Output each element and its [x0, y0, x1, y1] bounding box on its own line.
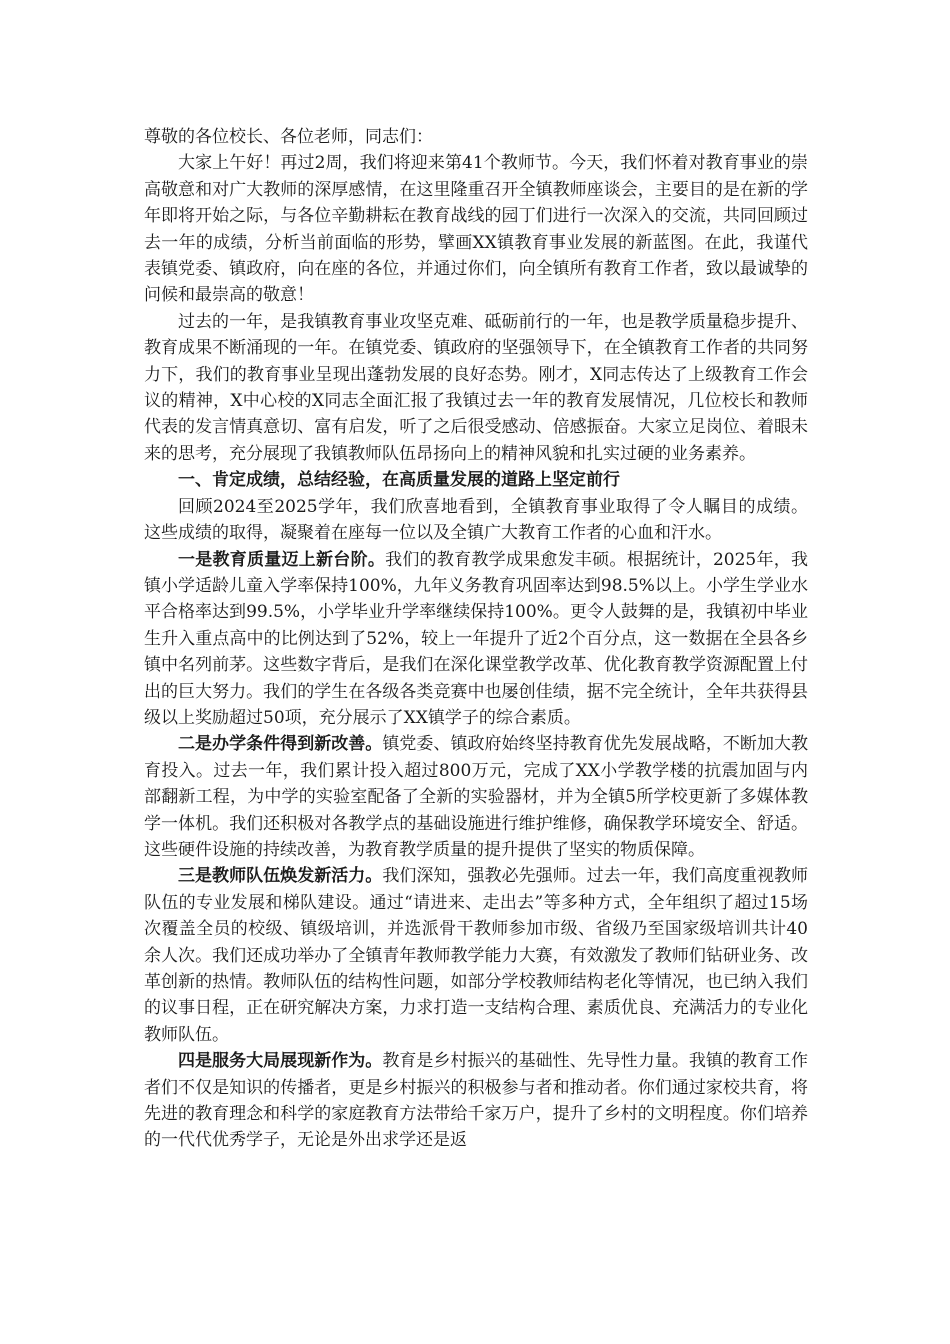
paragraph-review: 过去的一年，是我镇教育事业攻坚克难、砥砺前行的一年，也是教学质量稳步提升、教育成果不断涌现的一年。在镇党委、镇政府的坚强领导下，在全镇教育工作者的共同努力下，我们的教育事业呈现出蓬勃发展的良好态势。刚才，X同志传达了上级教育工作会议的精神，X中心校的X同志全面汇报了我镇过去一年的教育发展情况，几位校长和教师代表的发言情真意切、富有启发，听了之后很受感动、倍感振奋。大家立足岗位、着眼未来的思考，充分展现了我镇教师队伍昂扬向上的精神风貌和扎实过硬的业务素养。	[144, 311, 808, 464]
paragraph-conditions	[144, 731, 808, 863]
paragraph-teachers	[144, 863, 808, 1048]
lead-conditions: 二是办学条件得到新改善。	[178, 734, 383, 755]
lead-teachers: 三是教师队伍焕发新活力。	[178, 866, 383, 887]
section-heading-1: 一、肯定成绩，总结经验，在高质量发展的道路上坚定前行	[178, 470, 620, 491]
salutation: 尊敬的各位校长、各位老师，同志们：	[144, 127, 433, 147]
paragraph-service	[144, 1048, 808, 1154]
body-service: 教育是乡村振兴的基础性、先导性力量。我镇的教育工作者们不仅是知识的传播者，更是乡村振兴的积极参与者和推动者。你们通过家校共育，将先进的教育理念和科学的家庭教育方法带给千家万户，提升了乡村的文明程度。你们培养的一代代优秀学子，无论是外出求学还是返	[144, 1051, 809, 1151]
body-quality: 我们的教育教学成果愈发丰硕。根据统计，2025年，我镇小学适龄儿童入学率保持100%，九年义务教育巩固率达到98.5%以上。小学生学业水平合格率达到99.5%，小学毕业升学率继续保持100%。更令人鼓舞的是，我镇初中毕业生升入重点高中的比例达到了52%，较上一年提升了近2个百分点，这一数据在全县各乡镇中名列前茅。这些数字背后，是我们在深化课堂教学改革、优化教育教学资源配置上付出的巨大努力。我们的学生在各级各类竞赛中也屡创佳绩，据不完全统计，全年共获得县级以上奖励超过50项，充分展示了XX镇学子的综合素质。	[144, 549, 809, 728]
body-conditions: 镇党委、镇政府始终坚持教育优先发展战略，不断加大教育投入。过去一年，我们累计投入超过800万元，完成了XX小学教学楼的抗震加固与内部翻新工程，为中学的实验室配备了全新的实验器材，并为全镇5所学校更新了多媒体教学一体机。我们还积极对各教学点的基础设施进行维护维修，确保教学环境安全、舒适。这些硬件设施的持续改善，为教育教学质量的提升提供了坚实的物质保障。	[144, 734, 809, 860]
body-teachers: 我们深知，强教必先强师。过去一年，我们高度重视教师队伍的专业发展和梯队建设。通过“请进来、走出去”等多种方式，全年组织了超过15场次覆盖全员的校级、镇级培训，并选派骨干教师参加市级、省级乃至国家级培训共计40余人次。我们还成功举办了全镇青年教师教学能力大赛，有效激发了教师们钻研业务、改革创新的热情。教师队伍的结构性问题，如部分学校教师结构老化等情况，也已纳入我们的议事日程，正在研究解决方案，力求打造一支结构合理、素质优良、充满活力的专业化教师队伍。	[144, 866, 809, 1045]
paragraph-intro: 回顾2024至2025学年，我们欣喜地看到，全镇教育事业取得了令人瞩目的成绩。这些成绩的取得，凝聚着在座每一位以及全镇广大教育工作者的心血和汗水。	[144, 496, 808, 544]
lead-service: 四是服务大局展现新作为。	[178, 1051, 383, 1072]
paragraph-greeting: 大家上午好！再过2周，我们将迎来第41个教师节。今天，我们怀着对教育事业的崇高敬意和对广大教师的深厚感情，在这里隆重召开全镇教师座谈会，主要目的是在新的学年即将开始之际，与各位辛勤耕耘在教育战线的园丁们进行一次深入的交流，共同回顾过去一年的成绩，分析当前面临的形势，擘画XX镇教育事业发展的新蓝图。在此，我谨代表镇党委、镇政府，向在座的各位，并通过你们，向全镇所有教育工作者，致以最诚挚的问候和最崇高的敬意！	[144, 153, 808, 306]
paragraph-quality	[144, 547, 808, 732]
lead-quality: 一是教育质量迈上新台阶。	[178, 549, 386, 570]
document-page	[144, 124, 808, 1154]
